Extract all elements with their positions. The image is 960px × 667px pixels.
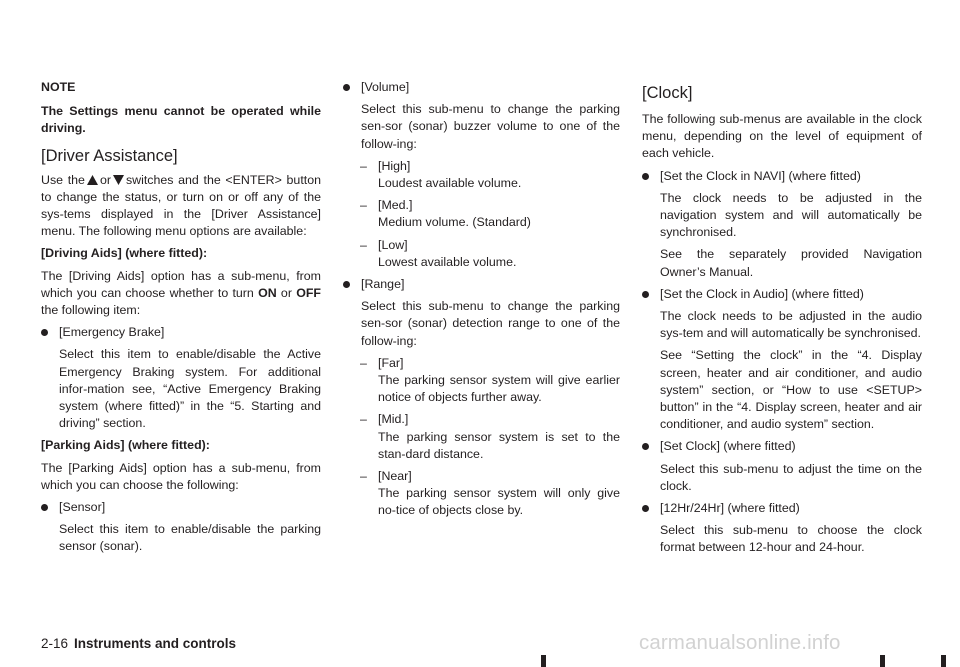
dash-mark: – xyxy=(360,198,367,213)
bullet-dot-icon xyxy=(642,173,649,180)
bullet-dot-icon xyxy=(41,504,48,511)
driving-aids-text xyxy=(41,268,321,320)
column-driver-assistance xyxy=(41,79,321,561)
or-word: or xyxy=(280,285,292,300)
parking-aids-label: [Parking Aids] (where fitted): xyxy=(41,438,210,453)
list-item xyxy=(343,237,620,271)
dash-mark: – xyxy=(360,355,367,370)
range-mid-desc: The parking sensor system is set to the stan-dard distance. xyxy=(378,429,620,461)
parking-aids-text: The [Parking Aids] option has a sub-menu, from which you can choose the following: xyxy=(41,460,321,492)
driver-assistance-intro xyxy=(41,172,321,241)
section-title: Instruments and controls xyxy=(74,636,237,651)
note-label: NOTE xyxy=(41,80,76,94)
set-clock-text: Select this sub-menu to adjust the time on the clock. xyxy=(660,461,922,493)
watermark: carmanualsonline.info xyxy=(639,631,841,654)
bullet-dot-icon xyxy=(343,281,350,288)
driving-aids-pre: The [Driving Aids] option has a sub-menu, from which you can choose whether to turn xyxy=(41,268,321,300)
sensor-text: Select this item to enable/disable the parking sensor (sonar). xyxy=(59,522,321,554)
volume-med-desc: Medium volume. (Standard) xyxy=(378,215,531,230)
down-triangle-icon xyxy=(113,175,124,185)
bullet-range xyxy=(343,276,620,293)
volume-low-title: [Low] xyxy=(378,237,408,252)
bullet-dot-icon xyxy=(41,329,48,336)
up-triangle-icon xyxy=(87,175,98,185)
intro-post: switches and the <ENTER> button to change the status, or turn on or off any of the sys-tems displayed in the [Driver Assistance] menu. The following menu options are available: xyxy=(41,172,321,239)
navi-text-2: See the separately provided Navigation Owner’s Manual. xyxy=(660,247,922,279)
clock-heading: [Clock] xyxy=(642,84,693,102)
crop-mark xyxy=(941,655,946,667)
bullet-emergency-brake xyxy=(41,324,321,341)
volume-high-title: [High] xyxy=(378,158,411,173)
volume-low-desc: Lowest available volume. xyxy=(378,254,517,269)
driving-aids-label: [Driving Aids] (where fitted): xyxy=(41,246,208,261)
on-keyword: ON xyxy=(258,285,277,300)
dash-mark: – xyxy=(360,237,367,252)
sensor-title: [Sensor] xyxy=(59,500,106,515)
bullet-dot-icon xyxy=(343,84,350,91)
bullet-volume xyxy=(343,79,620,96)
range-far-desc: The parking sensor system will give earlier notice of objects further away. xyxy=(378,373,620,405)
bullet-dot-icon xyxy=(642,291,649,298)
set-clock-title: [Set Clock] (where fitted) xyxy=(660,439,796,454)
clock-format-text: Select this sub-menu to choose the clock format between 12-hour and 24-hour. xyxy=(660,523,922,555)
list-item xyxy=(343,355,620,407)
audio-text: The clock needs to be adjusted in the audio sys-tem and will automatically be synchronised. xyxy=(660,309,922,341)
intro-pre: Use the xyxy=(41,172,85,187)
driving-aids-post: the following item: xyxy=(41,303,141,318)
audio-title: [Set the Clock in Audio] (where fitted) xyxy=(660,286,864,301)
bullet-dot-icon xyxy=(642,443,649,450)
range-far-title: [Far] xyxy=(378,355,404,370)
audio-text-2: See “Setting the clock” in the “4. Display screen, heater and air conditioner, and audio system” section, or “How to use <SETUP> button” in the “4. Display screen, heater and air conditioner, and audio system” section. xyxy=(660,348,922,432)
off-keyword: OFF xyxy=(296,285,321,300)
intro-or: or xyxy=(99,172,111,187)
column-clock xyxy=(642,83,922,562)
range-mid-title: [Mid.] xyxy=(378,412,409,427)
bullet-set-clock xyxy=(642,438,922,455)
note-text: The Settings menu cannot be operated while driving. xyxy=(41,104,321,136)
range-title: [Range] xyxy=(361,277,405,292)
list-item xyxy=(343,468,620,520)
driver-assistance-heading: [Driver Assistance] xyxy=(41,146,178,165)
bullet-clock-navi xyxy=(642,168,922,185)
page-number: 2-16 xyxy=(41,636,69,651)
clock-format-title: [12Hr/24Hr] (where fitted) xyxy=(660,501,800,516)
bullet-sensor xyxy=(41,499,321,516)
page-footer xyxy=(41,635,236,653)
volume-med-title: [Med.] xyxy=(378,198,413,213)
emergency-brake-title: [Emergency Brake] xyxy=(59,325,165,340)
list-item xyxy=(343,158,620,192)
navi-text: The clock needs to be adjusted in the navigation system and will automatically be synchronised. xyxy=(660,190,922,240)
list-item xyxy=(343,197,620,231)
dash-mark: – xyxy=(360,412,367,427)
bullet-clock-audio xyxy=(642,286,922,303)
navi-title: [Set the Clock in NAVI] (where fitted) xyxy=(660,168,861,183)
dash-mark: – xyxy=(360,158,367,173)
bullet-clock-format xyxy=(642,500,922,517)
volume-high-desc: Loudest available volume. xyxy=(378,176,522,191)
bullet-dot-icon xyxy=(642,505,649,512)
crop-mark xyxy=(880,655,885,667)
range-near-title: [Near] xyxy=(378,469,412,484)
range-near-desc: The parking sensor system will only give no-tice of objects close by. xyxy=(378,486,620,518)
crop-mark xyxy=(541,655,546,667)
volume-title: [Volume] xyxy=(361,80,410,94)
list-item xyxy=(343,411,620,463)
dash-mark: – xyxy=(360,469,367,484)
emergency-brake-text: Select this item to enable/disable the Active Emergency Braking system. For additional infor-mation see, “Active Emergency Braking system (where fitted)” in the “5. Starting and driving” section. xyxy=(59,347,321,431)
range-text: Select this sub-menu to change the parking sen-sor (sonar) detection range to one of the follow-ing: xyxy=(361,299,620,348)
clock-intro: The following sub-menus are available in the clock menu, depending on the level of equipment of each vehicle. xyxy=(642,112,922,161)
column-parking-sensor xyxy=(343,79,620,525)
volume-text: Select this sub-menu to change the parking sen-sor (sonar) buzzer volume to one of the follow-ing: xyxy=(361,102,620,151)
